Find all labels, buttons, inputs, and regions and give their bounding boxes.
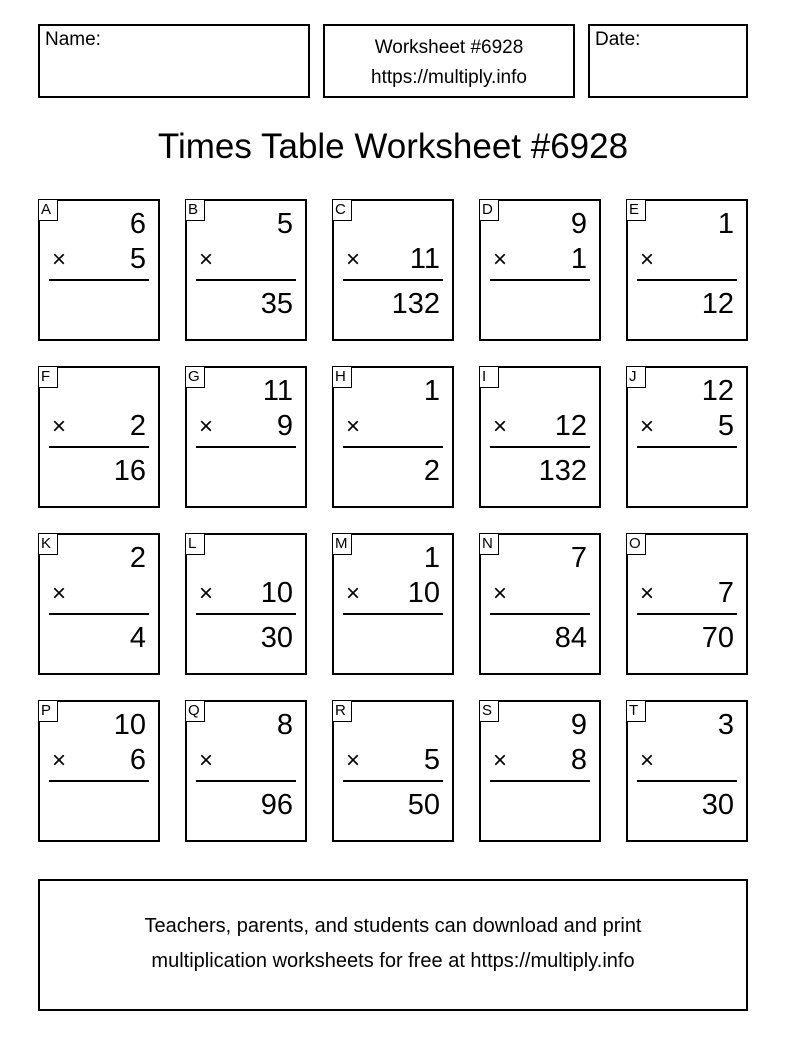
answer-line (490, 279, 590, 281)
problem-card (479, 199, 601, 341)
answer-line (637, 446, 737, 448)
problem-letter: T (626, 700, 646, 722)
footer-line-1: Teachers, parents, and students can download and print (144, 915, 642, 937)
worksheet-number: Worksheet #6928 (374, 37, 524, 58)
multiply-sign: × (52, 413, 67, 440)
multiply-sign: × (640, 580, 655, 607)
problem-answer: 30 (260, 622, 293, 654)
problem-letter: A (38, 199, 58, 221)
problem-letter: C (332, 199, 352, 221)
multiply-sign: × (493, 580, 508, 607)
problem-card (332, 366, 454, 508)
multiply-sign: × (493, 413, 508, 440)
multiply-sign: × (346, 747, 361, 774)
multiply-sign: × (346, 580, 361, 607)
problem-card (38, 533, 160, 675)
answer-line (637, 613, 737, 615)
problem-letter: I (479, 366, 499, 388)
problem-card (332, 700, 454, 842)
problem-top-number: 1 (423, 542, 440, 574)
problem-answer: 16 (113, 455, 146, 487)
answer-line (490, 446, 590, 448)
date-field (588, 24, 748, 98)
problem-top-number: 10 (113, 709, 146, 741)
answer-line (343, 446, 443, 448)
problem-card (185, 199, 307, 341)
problem-card (332, 533, 454, 675)
answer-line (343, 279, 443, 281)
problem-top-number: 7 (570, 542, 587, 574)
problem-top-number: 6 (129, 208, 146, 240)
problem-card (38, 366, 160, 508)
problem-card (479, 366, 601, 508)
answer-line (49, 279, 149, 281)
multiply-sign: × (199, 747, 214, 774)
problem-bottom-number: 8 (570, 744, 587, 776)
answer-line (49, 780, 149, 782)
problem-letter: R (332, 700, 352, 722)
name-field (38, 24, 310, 98)
problem-card (626, 366, 748, 508)
problem-bottom-number: 10 (407, 577, 440, 609)
problem-top-number: 9 (570, 208, 587, 240)
multiply-sign: × (640, 246, 655, 273)
multiply-sign: × (52, 747, 67, 774)
problem-bottom-number: 5 (129, 243, 146, 275)
problem-answer: 84 (554, 622, 587, 654)
answer-line (343, 613, 443, 615)
answer-line (343, 780, 443, 782)
problem-letter: G (185, 366, 205, 388)
problem-top-number: 3 (717, 709, 734, 741)
worksheet-info-box (323, 24, 575, 98)
problem-letter: F (38, 366, 58, 388)
problem-top-number: 5 (276, 208, 293, 240)
problem-letter: H (332, 366, 352, 388)
footer-box (38, 879, 748, 1011)
problem-answer: 50 (407, 789, 440, 821)
problem-card (626, 700, 748, 842)
multiply-sign: × (493, 246, 508, 273)
page-title: Times Table Worksheet #6928 (157, 127, 629, 166)
problem-top-number: 12 (701, 375, 734, 407)
problem-card (38, 700, 160, 842)
problem-bottom-number: 11 (409, 243, 440, 275)
problem-bottom-number: 12 (554, 410, 587, 442)
multiply-sign: × (199, 246, 214, 273)
multiply-sign: × (346, 246, 361, 273)
problem-bottom-number: 7 (717, 577, 734, 609)
multiply-sign: × (52, 246, 67, 273)
answer-line (49, 613, 149, 615)
answer-line (196, 780, 296, 782)
problem-top-number: 11 (262, 375, 293, 407)
problem-card (479, 700, 601, 842)
answer-line (196, 279, 296, 281)
multiply-sign: × (493, 747, 508, 774)
problem-answer: 12 (701, 288, 734, 320)
multiply-sign: × (640, 747, 655, 774)
problem-top-number: 1 (717, 208, 734, 240)
problem-card (479, 533, 601, 675)
answer-line (490, 780, 590, 782)
problem-answer: 70 (701, 622, 734, 654)
problem-card (185, 533, 307, 675)
problem-card (626, 199, 748, 341)
problem-answer: 132 (538, 455, 587, 487)
answer-line (196, 613, 296, 615)
problem-card (626, 533, 748, 675)
worksheet-url: https://multiply.info (371, 67, 527, 88)
problem-bottom-number: 5 (717, 410, 734, 442)
problem-answer: 35 (260, 288, 293, 320)
multiply-sign: × (52, 580, 67, 607)
problem-bottom-number: 9 (276, 410, 293, 442)
multiply-sign: × (346, 413, 361, 440)
problem-letter: P (38, 700, 58, 722)
answer-line (637, 279, 737, 281)
problem-letter: Q (185, 700, 205, 722)
problem-answer: 30 (701, 789, 734, 821)
problem-answer: 96 (260, 789, 293, 821)
problem-card (38, 199, 160, 341)
problem-letter: D (479, 199, 499, 221)
problem-bottom-number: 2 (129, 410, 146, 442)
problem-letter: O (626, 533, 646, 555)
name-label: Name: (45, 29, 101, 50)
problem-bottom-number: 5 (423, 744, 440, 776)
multiply-sign: × (640, 413, 655, 440)
problem-bottom-number: 6 (129, 744, 146, 776)
problem-letter: B (185, 199, 205, 221)
multiply-sign: × (199, 580, 214, 607)
footer-line-2: multiplication worksheets for free at https://multiply.info (151, 950, 635, 972)
problem-letter: K (38, 533, 58, 555)
problem-bottom-number: 10 (260, 577, 293, 609)
problem-answer: 2 (423, 455, 440, 487)
problem-bottom-number: 1 (570, 243, 587, 275)
answer-line (637, 780, 737, 782)
problem-top-number: 9 (570, 709, 587, 741)
multiply-sign: × (199, 413, 214, 440)
problem-top-number: 2 (129, 542, 146, 574)
problem-letter: E (626, 199, 646, 221)
problem-card (332, 199, 454, 341)
problem-card (185, 700, 307, 842)
problem-answer: 132 (391, 288, 440, 320)
problem-answer: 4 (129, 622, 146, 654)
problem-letter: J (626, 366, 646, 388)
problem-card (185, 366, 307, 508)
answer-line (49, 446, 149, 448)
problem-letter: L (185, 533, 205, 555)
problem-top-number: 8 (276, 709, 293, 741)
problem-letter: M (332, 533, 352, 555)
answer-line (196, 446, 296, 448)
answer-line (490, 613, 590, 615)
problem-letter: N (479, 533, 499, 555)
problem-letter: S (479, 700, 499, 722)
problem-top-number: 1 (423, 375, 440, 407)
date-label: Date: (595, 29, 641, 50)
